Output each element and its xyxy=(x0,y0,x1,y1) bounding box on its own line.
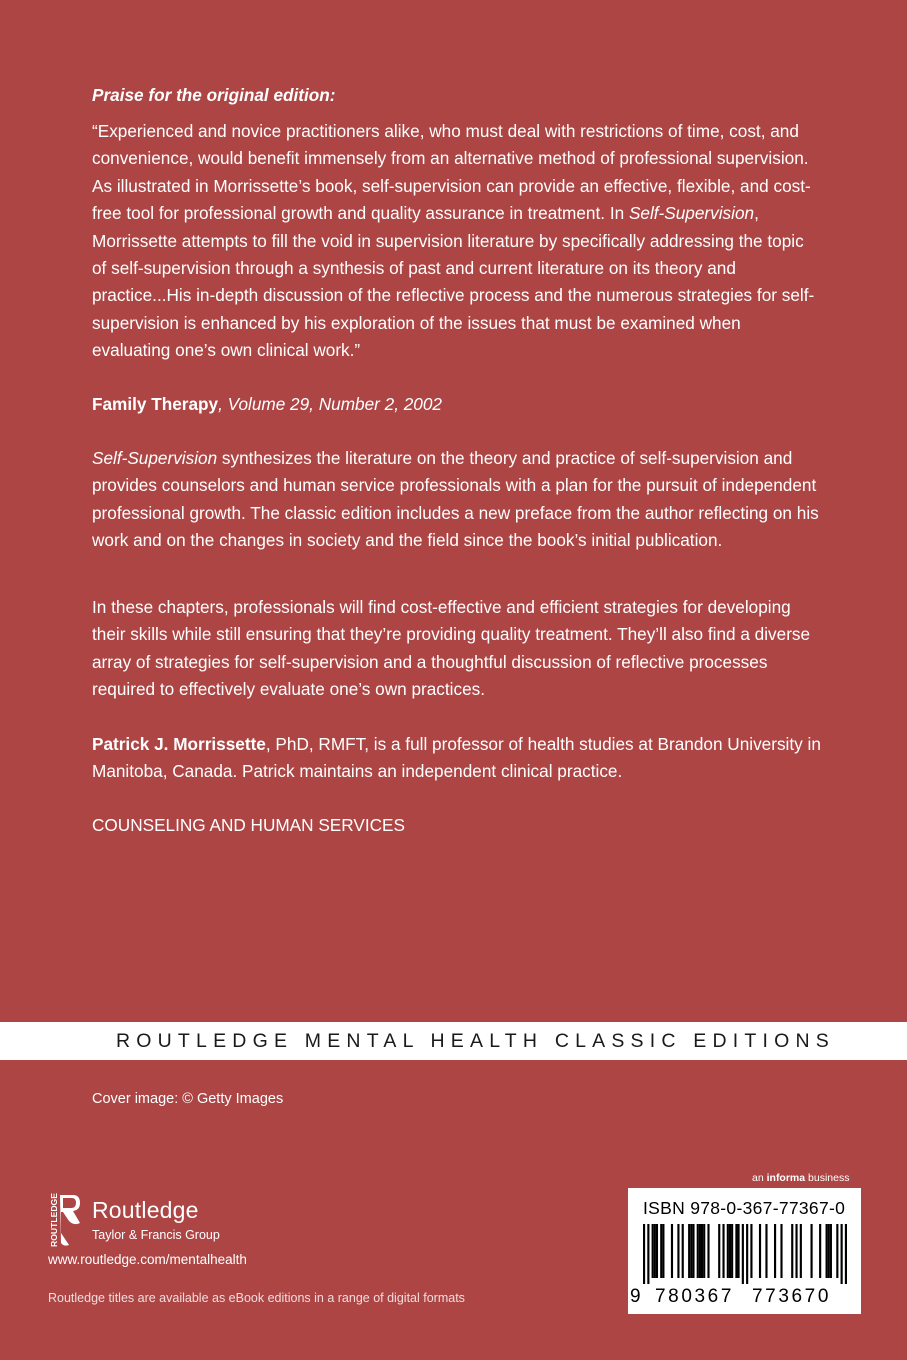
barcode-bar xyxy=(737,1224,739,1278)
barcode-bar xyxy=(735,1224,737,1278)
barcode-bar xyxy=(845,1224,847,1284)
barcode-bar xyxy=(692,1224,694,1278)
informa-suffix: business xyxy=(808,1172,850,1184)
description-book-title: Self-Supervision xyxy=(92,448,218,468)
barcode-bar xyxy=(701,1224,703,1278)
informa-brand: informa xyxy=(766,1172,806,1184)
barcode-bar xyxy=(727,1224,729,1278)
logo-vertical-text: ROUTLEDGE xyxy=(49,1193,59,1247)
barcode-bar xyxy=(656,1224,658,1278)
barcode-bar xyxy=(742,1224,744,1284)
review-source-detail: , Volume 29, Number 2, 2002 xyxy=(218,394,442,414)
barcode-bar xyxy=(800,1224,802,1278)
author-name: Patrick J. Morrissette xyxy=(92,734,266,754)
subject-category: COUNSELING AND HUMAN SERVICES xyxy=(92,815,405,835)
barcode-bar xyxy=(682,1224,684,1278)
description-paragraph-2: In these chapters, professionals will find cost-effective and efficient strategies for developing their skills while still ensuring that they’re providing quality treatment. They’ll also find a diverse array of strategies for self-supervision and a thoughtful discussion of reflective processes required to effectively evaluate one’s own practices. xyxy=(92,597,811,700)
barcode-bar xyxy=(750,1224,752,1278)
barcode-bar xyxy=(697,1224,699,1278)
publisher-group: Taylor & Francis Group xyxy=(92,1228,220,1242)
barcode-bar xyxy=(654,1224,656,1278)
series-title: ROUTLEDGE MENTAL HEALTH CLASSIC EDITIONS xyxy=(116,1030,835,1052)
quote-text-1: “Experienced and novice practitioners alike, who must deal with restrictions of time, cost, and convenience, would benefit immensely from an alternative method of professional supervision. As illustrated in Morrissette’s book, self-supervision can provide an effective, flexible, and cost-free tool for professional growth and quality assurance in treatment. In xyxy=(92,121,811,224)
barcode-bar xyxy=(662,1224,664,1278)
author-bio-text: , PhD, RMFT, is a full professor of health studies at Brandon University in Manitoba, Canada. Patrick maintains an independent clinical practice. xyxy=(92,734,821,782)
author-bio xyxy=(92,731,822,786)
praise-heading: Praise for the original edition: xyxy=(92,85,336,105)
barcode-bar xyxy=(795,1224,797,1278)
barcode-bar xyxy=(819,1224,821,1278)
barcode-digit-group-2: 773670 xyxy=(752,1286,832,1307)
barcode-bar xyxy=(746,1224,748,1284)
barcode-bar xyxy=(660,1224,662,1278)
barcode-bar xyxy=(690,1224,692,1278)
barcode-lead-digit: 9 xyxy=(630,1286,641,1307)
barcode-bar xyxy=(729,1224,731,1278)
quote-book-title: Self-Supervision xyxy=(628,203,755,224)
routledge-logo-icon xyxy=(48,1193,82,1248)
review-source-name: Family Therapy xyxy=(92,394,219,414)
informa-business-tag xyxy=(752,1171,850,1185)
barcode-bar xyxy=(703,1224,705,1278)
barcode-bar xyxy=(841,1224,843,1284)
barcode-bar xyxy=(791,1224,793,1278)
publisher-website[interactable]: www.routledge.com/mentalhealth xyxy=(48,1252,247,1267)
description-paragraph-1 xyxy=(92,445,822,555)
barcode-digits xyxy=(628,1284,861,1310)
isbn-label: ISBN 978-0-367-77367-0 xyxy=(643,1198,846,1218)
barcode-bar xyxy=(765,1224,767,1278)
barcode-bar xyxy=(731,1224,733,1278)
review-quote xyxy=(92,118,822,365)
barcode-bar xyxy=(830,1224,832,1278)
barcode-bar xyxy=(810,1224,812,1278)
barcode-icon xyxy=(643,1224,847,1284)
barcode-bar xyxy=(780,1224,782,1278)
barcode-bar xyxy=(836,1224,838,1278)
barcode-bar xyxy=(759,1224,761,1278)
description-text-1: synthesizes the literature on the theory and practice of self-supervision and provides counselors and human service professionals with a plan for the pursuit of independent professional growth. The classic edition includes a new preface from the author reflecting on his work and on the changes in society and the field since the book’s initial publication. xyxy=(92,448,819,551)
barcode-bar xyxy=(699,1224,701,1278)
series-band xyxy=(0,1022,907,1060)
barcode-bar xyxy=(677,1224,679,1278)
informa-prefix: an xyxy=(752,1172,764,1184)
publisher-name: Routledge xyxy=(92,1197,199,1223)
barcode-digit-group-1: 780367 xyxy=(655,1286,735,1307)
barcode-bar xyxy=(652,1224,654,1278)
barcode-bar xyxy=(722,1224,724,1278)
barcode-bar xyxy=(643,1224,645,1284)
barcode-bar xyxy=(647,1224,649,1284)
barcode-bar xyxy=(718,1224,720,1278)
barcode-bar xyxy=(774,1224,776,1278)
review-source xyxy=(92,391,442,418)
barcode-panel xyxy=(628,1188,861,1314)
barcode-bar xyxy=(707,1224,709,1278)
ebook-note: Routledge titles are available as eBook editions in a range of digital formats xyxy=(48,1291,465,1305)
barcode-bar xyxy=(828,1224,830,1278)
barcode-bar xyxy=(688,1224,690,1278)
cover-image-credit: Cover image: © Getty Images xyxy=(92,1091,284,1107)
quote-text-2: , Morrissette attempts to fill the void in supervision literature by specifically addressing the topic of self-supervision through a synthesis of past and current literature on its theory and practice...His in-depth discussion of the reflective process and the numerous strategies for self-supervision is enhanced by his exploration of the issues that must be examined when evaluating one’s own clinical work.” xyxy=(92,203,815,361)
barcode-bar xyxy=(671,1224,673,1278)
barcode-bar xyxy=(826,1224,828,1278)
